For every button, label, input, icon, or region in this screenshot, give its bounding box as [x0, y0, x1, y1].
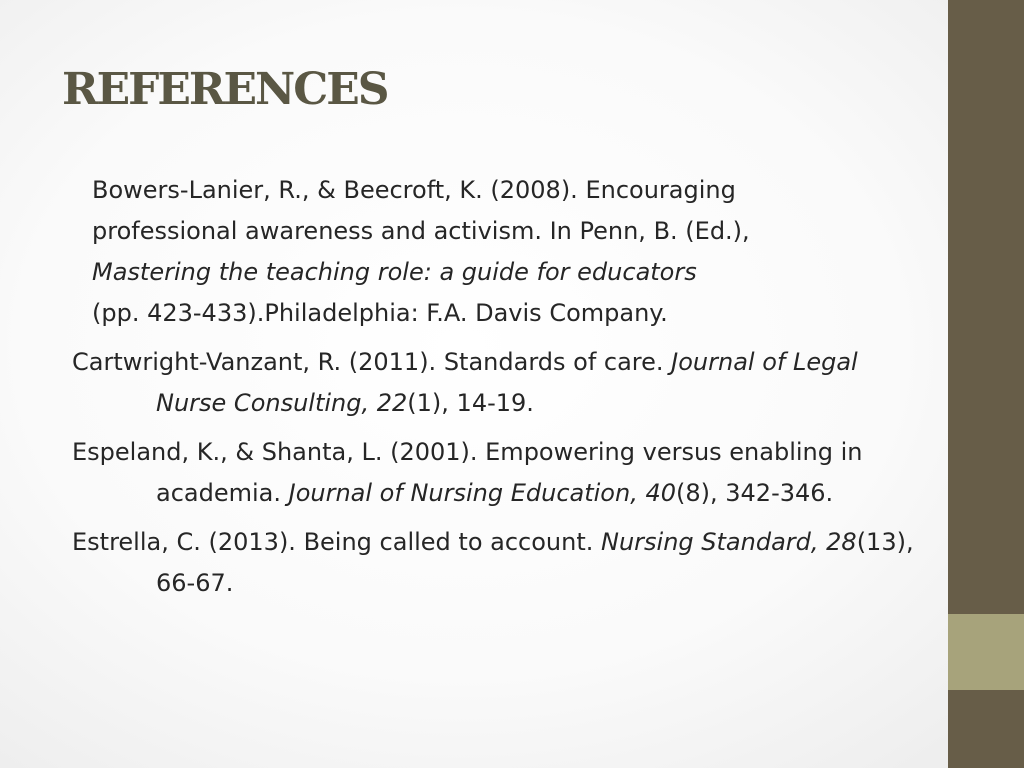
- reference-text: Espeland, K., & Shanta, L. (2001). Empowering versus enabling in academia.: [72, 438, 863, 507]
- reference-source-title: Mastering the teaching role: a guide for educators: [92, 258, 697, 286]
- reference-pages: (13), 66-67.: [156, 528, 914, 597]
- reference-source-title: Journal of Nursing Education, 40: [288, 479, 676, 507]
- reference-pages: (8), 342-346.: [676, 479, 834, 507]
- reference-item: [72, 432, 932, 514]
- reference-text: professional awareness and activism. In Penn, B. (Ed.),: [92, 217, 750, 245]
- reference-text: Cartwright-Vanzant, R. (2011). Standards of care.: [72, 348, 672, 376]
- reference-text: Bowers-Lanier, R., & Beecroft, K. (2008). Encouraging: [92, 176, 736, 204]
- reference-item: [92, 170, 932, 334]
- slide-title: REFERENCES: [62, 64, 388, 115]
- reference-item: [72, 522, 932, 604]
- side-decor-accent: [948, 614, 1024, 690]
- references-list: [72, 170, 932, 612]
- reference-pages: (1), 14-19.: [407, 389, 534, 417]
- reference-pages: (pp. 423-433).Philadelphia: F.A. Davis Company.: [92, 299, 668, 327]
- reference-item: [72, 342, 932, 424]
- reference-source-title: Nursing Standard, 28: [601, 528, 857, 556]
- reference-text: Estrella, C. (2013). Being called to account.: [72, 528, 601, 556]
- reference-source-title: Journal of Legal Nurse Consulting, 22: [156, 348, 858, 417]
